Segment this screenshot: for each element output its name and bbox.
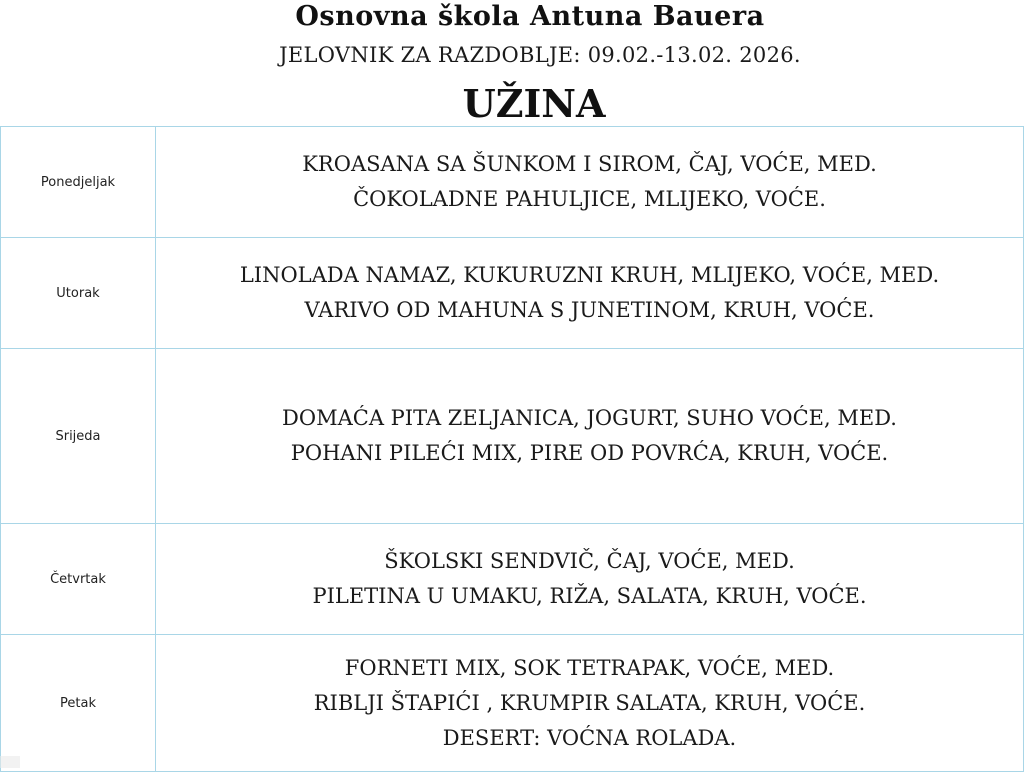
menu-line: DOMAĆA PITA ZELJANICA, JOGURT, SUHO VOĆE, MED. [282,406,897,430]
corner-mark [0,756,20,768]
menu-line: DESERT: VOĆNA ROLADA. [442,725,737,750]
menu-cell-srijeda [156,349,1024,524]
menu-line: VARIVO OD MAHUNA S JUNETINOM, KRUH, VOĆE. [304,298,875,322]
day-cell-srijeda: Srijeda [1,349,156,524]
menu-line: ŠKOLSKI SENDVIČ, ČAJ, VOĆE, MED. [384,549,795,573]
menu-line: KROASANA SA ŠUNKOM I SIROM, ČAJ, VOĆE, MED. [302,152,877,176]
menu-line: ČOKOLADNE PAHULJICE, MLIJEKO, VOĆE. [353,187,826,211]
table-row [1,349,1024,524]
menu-cell-cetvrtak [156,524,1024,635]
menu-cell-ponedjeljak [156,127,1024,238]
day-cell-petak: Petak [1,635,156,772]
day-cell-ponedjeljak: Ponedjeljak [1,127,156,238]
menu-line: FORNETI MIX, SOK TETRAPAK, VOĆE, MED. [344,655,835,680]
table-row [1,635,1024,772]
menu-line: LINOLADA NAMAZ, KUKURUZNI KRUH, MLIJEKO, VOĆE, MED. [239,263,940,287]
day-cell-cetvrtak: Četvrtak [1,524,156,635]
day-cell-utorak: Utorak [1,238,156,349]
table-row [1,238,1024,349]
menu-cell-petak [156,635,1024,772]
menu-line: PILETINA U UMAKU, RIŽA, SALATA, KRUH, VOĆE. [312,584,867,608]
school-name: Osnovna škola Antuna Bauera [295,1,765,32]
menu-line: POHANI PILEĆI MIX, PIRE OD POVRĆA, KRUH, VOĆE. [290,441,889,465]
menu-table [0,126,1024,772]
menu-cell-utorak [156,238,1024,349]
menu-line: RIBLJI ŠTAPIĆI , KRUMPIR SALATA, KRUH, VOĆE. [313,690,866,715]
meal-title: UŽINA [462,81,606,126]
table-row [1,127,1024,238]
table-row [1,524,1024,635]
menu-period: JELOVNIK ZA RAZDOBLJE: 09.02.-13.02. 2026. [279,43,801,67]
